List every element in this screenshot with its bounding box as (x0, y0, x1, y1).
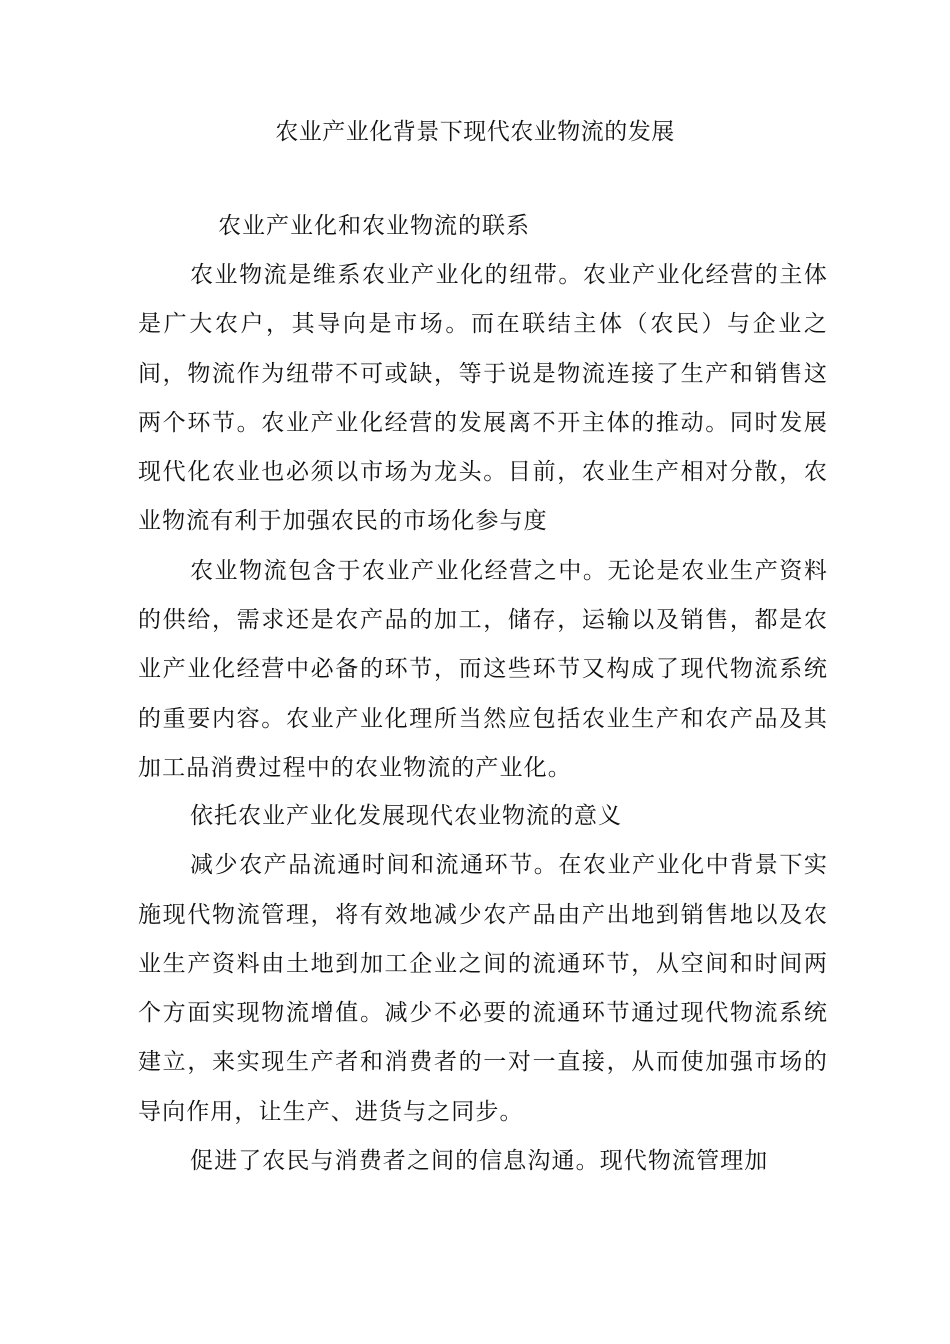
paragraph-information-communication: 促进了农民与消费者之间的信息沟通。现代物流管理加 (190, 1148, 769, 1175)
section-heading-significance: 依托农业产业化发展现代农业物流的意义 (190, 803, 622, 830)
paragraph-logistics-bond: 农业物流是维系农业产业化的纽带。农业产业化经营的主体是广大农户，其导向是市场。而在联结主体（农民）与企业之间，物流作为纽带不可或缺，等于说是物流连接了生产和销售这两个环节。农业产业化经营的发展离不开主体的推动。同时发展现代化农业也必须以市场为龙头。目前，农业生产相对分散，农业物流有利于加强农民的市场化参与度 (138, 262, 828, 535)
document-body (138, 202, 828, 1186)
section-heading-linkage: 农业产业化和农业物流的联系 (218, 213, 530, 239)
paragraph-logistics-contained: 农业物流包含于农业产业化经营之中。无论是农业生产资料的供给，需求还是农产品的加工，储存，运输以及销售，都是农业产业化经营中必备的环节，而这些环节又构成了现代物流系统的重要内容。农业产业化理所当然应包括农业生产和农产品及其加工品消费过程中的农业物流的产业化。 (138, 557, 828, 781)
paragraph-reduce-circulation: 减少农产品流通时间和流通环节。在农业产业化中背景下实施现代物流管理，将有效地减少农产品由产出地到销售地以及农业生产资料由土地到加工企业之间的流通环节，从空间和时间两个方面实现物流增值。减少不必要的流通环节通过现代物流系统建立，来实现生产者和消费者的一对一直接，从而使加强市场的导向作用，让生产、进货与之同步。 (138, 852, 828, 1125)
document-title: 农业产业化背景下现代农业物流的发展 (275, 119, 675, 145)
